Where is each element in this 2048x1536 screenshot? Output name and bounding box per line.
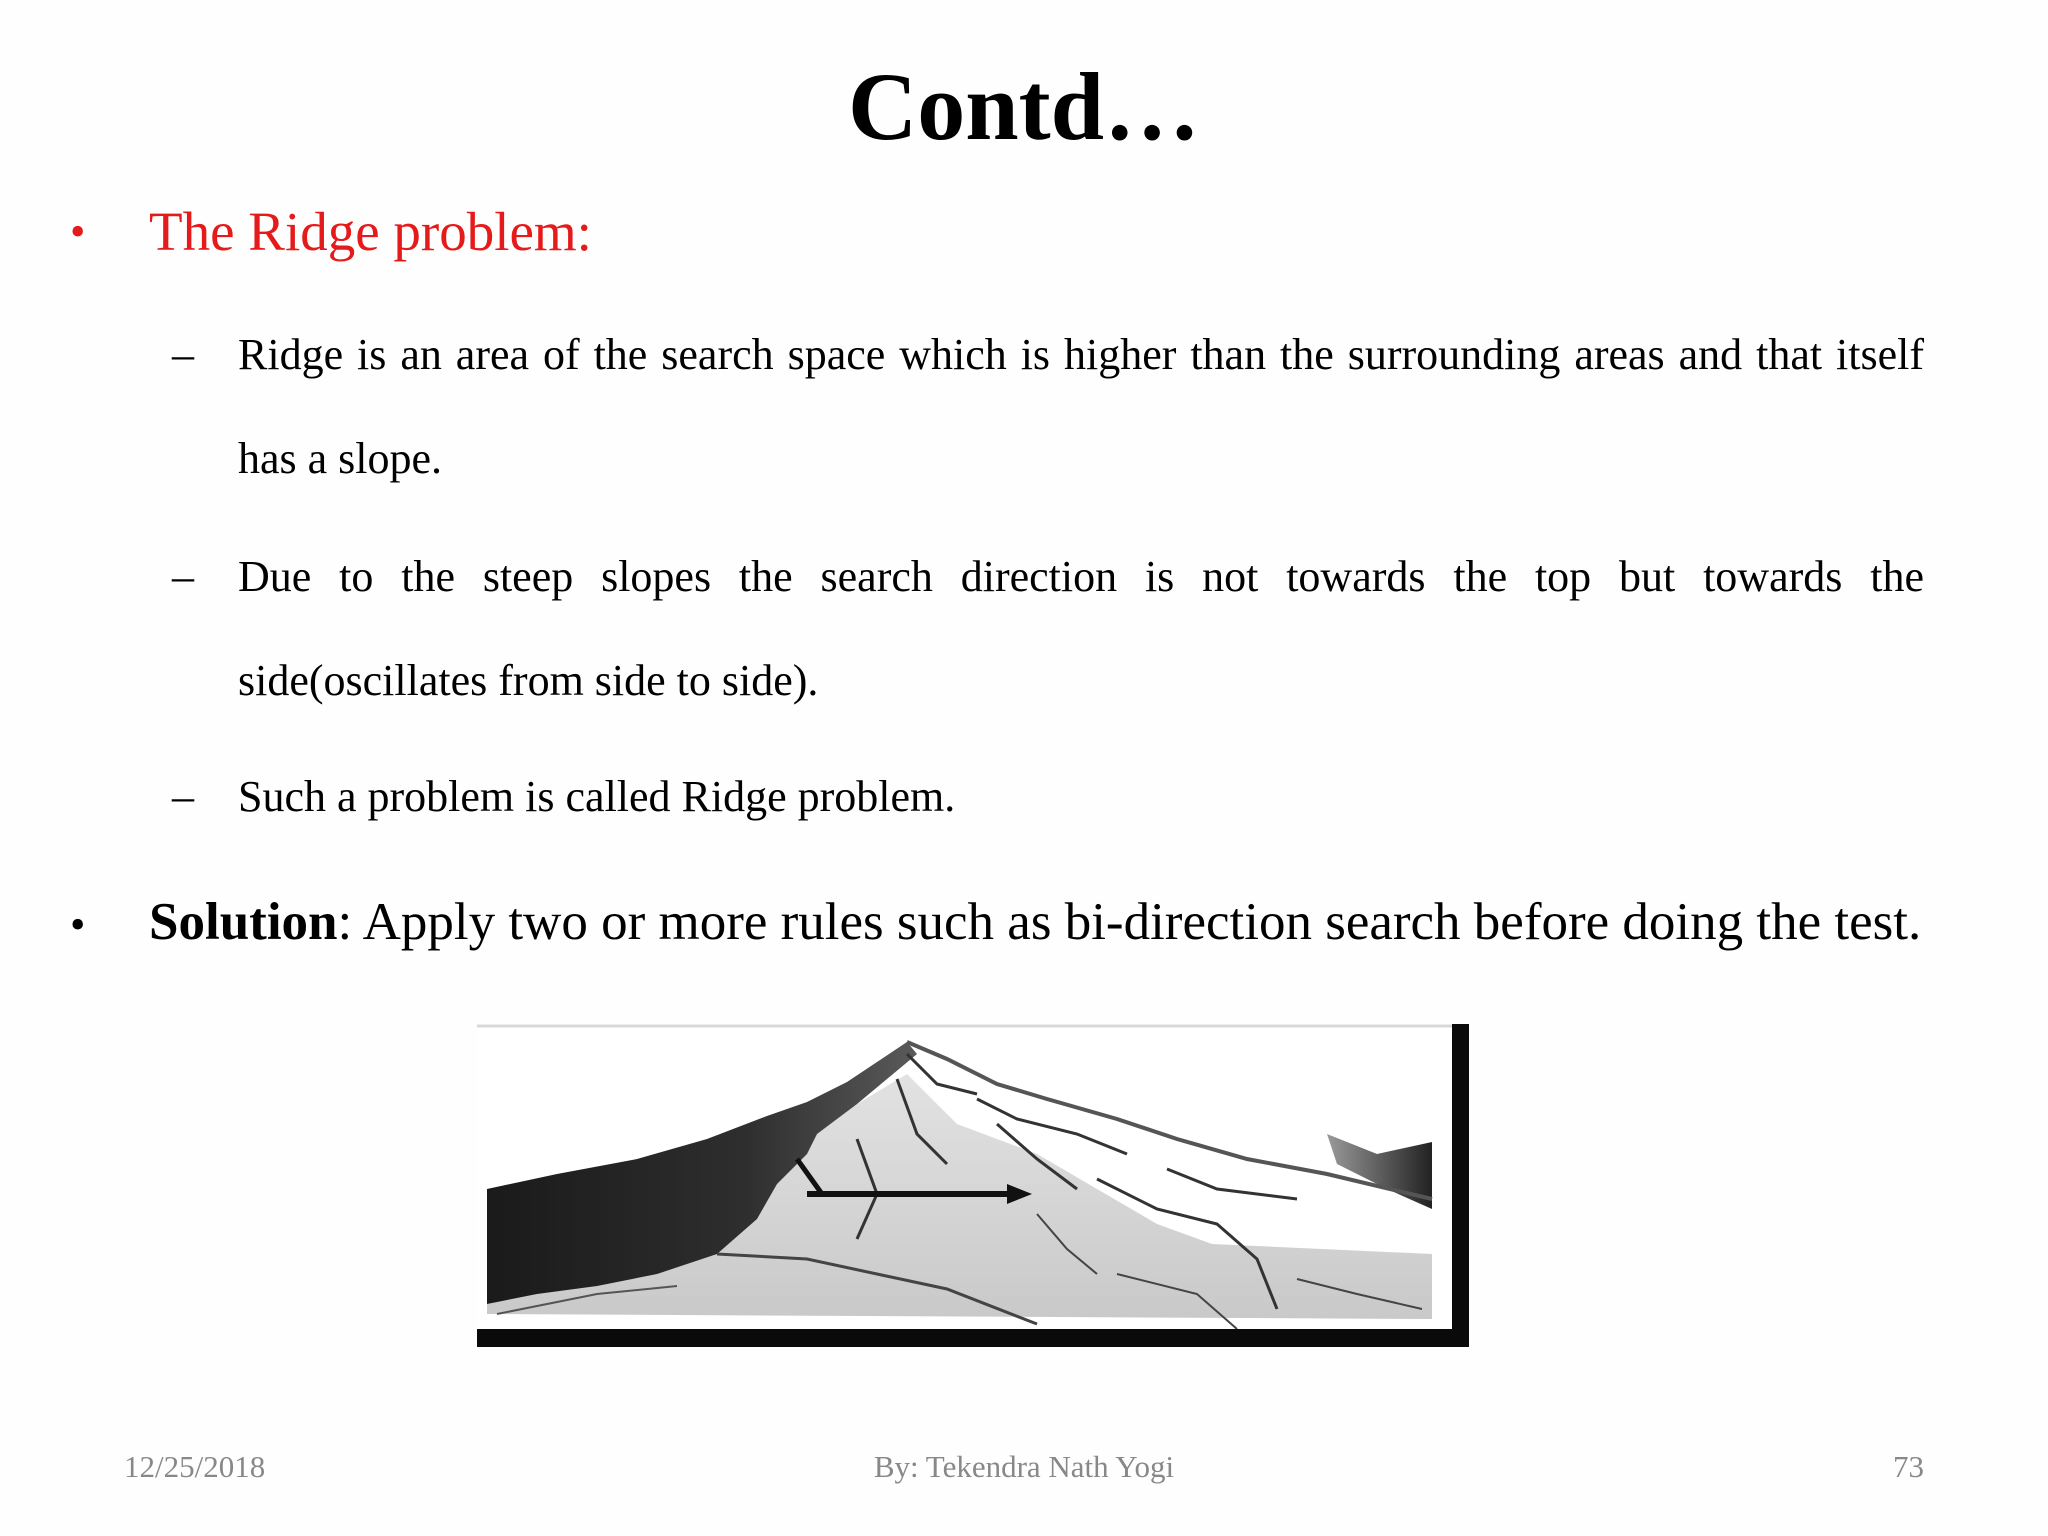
ridge-illustration — [477, 1024, 1469, 1347]
solution-text — [149, 863, 1925, 981]
sub-item-text: Due to the steep slopes the search direction is not towards the top but towards the side(oscillates from side to side). — [238, 552, 1924, 705]
sub-item-marker: – — [172, 552, 194, 601]
mountain-ridge-icon — [477, 1024, 1469, 1347]
sub-item-marker: – — [172, 330, 194, 379]
footer-page-number: 73 — [1893, 1449, 1924, 1484]
solution-label: Solution — [149, 893, 338, 951]
footer-date: 12/25/2018 — [124, 1449, 266, 1484]
bullet-heading: The Ridge problem: — [149, 201, 592, 262]
footer-author: By: Tekendra Nath Yogi — [873, 1449, 1175, 1484]
sub-item-marker: – — [172, 772, 194, 821]
sub-item-text: Such a problem is called Ridge problem. — [238, 772, 956, 821]
sub-item-text: Ridge is an area of the search space which is higher than the surrounding areas and that itself has a slope. — [238, 330, 1924, 483]
bullet-marker: • — [70, 900, 86, 949]
solution-body: : Apply two or more rules such as bi-direction search before doing the test. — [337, 893, 1922, 951]
bullet-marker: • — [70, 207, 86, 256]
slide-title: Contd… — [847, 53, 1201, 160]
